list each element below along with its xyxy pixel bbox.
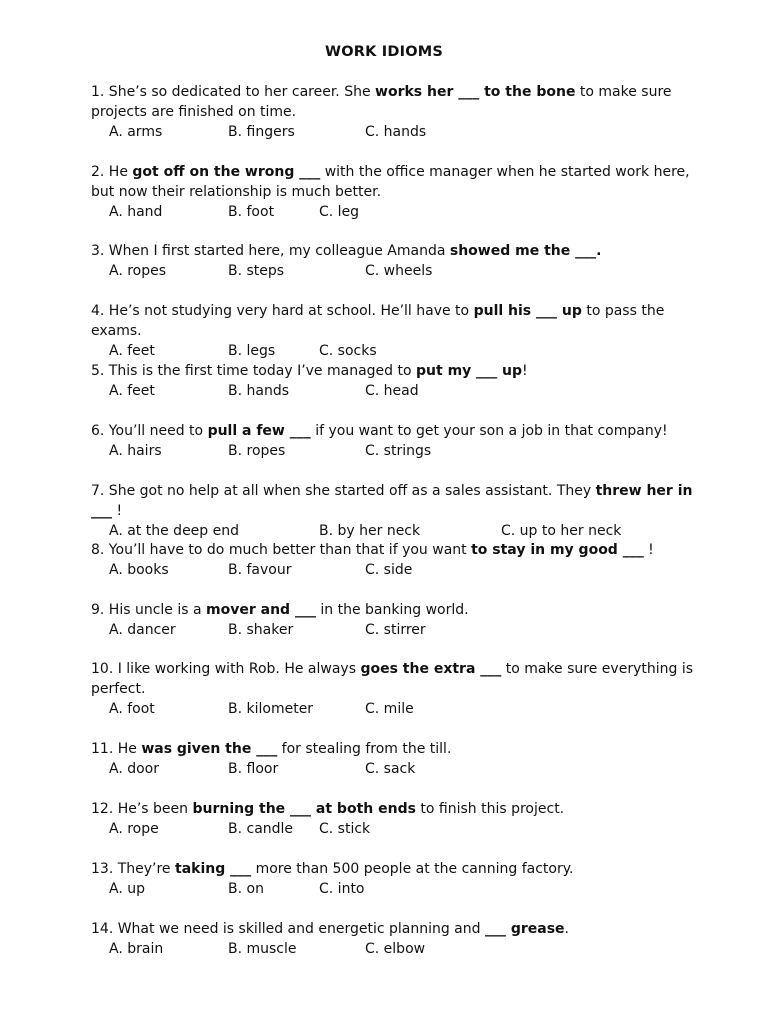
question-4 [91, 301, 703, 361]
answer-options [91, 879, 703, 899]
answer-option-b: B. shaker [228, 622, 294, 638]
answer-option-a: A. foot [109, 701, 155, 717]
question-8 [91, 540, 703, 580]
answer-option-b: B. floor [228, 761, 279, 777]
answer-options [91, 759, 703, 779]
idiom-text: mover and ___ [206, 602, 316, 618]
answer-option-a: A. rope [109, 821, 159, 837]
answer-option-b: B. by her neck [319, 523, 421, 539]
question-text [91, 301, 703, 341]
idiom-text: showed me the ___. [449, 243, 602, 259]
idiom-text: taking ___ [175, 861, 252, 877]
question-text-part: ! [522, 363, 528, 379]
answer-option-b: B. favour [228, 562, 292, 578]
question-text-part: 14. What we need is skilled and energetic planning and [91, 921, 485, 937]
question-text-part: 5. This is the first time today I’ve managed to [91, 363, 417, 379]
question-text [91, 859, 703, 879]
answer-option-b: B. kilometer [228, 701, 314, 717]
idiom-text: was given the ___ [141, 741, 278, 757]
question-7 [91, 481, 703, 541]
idiom-text: got off on the wrong ___ [132, 164, 321, 180]
idiom-text: pull his ___ up [473, 303, 582, 319]
question-text [91, 82, 703, 122]
answer-option-b: B. legs [228, 343, 276, 359]
answer-option-b: B. fingers [228, 124, 295, 140]
answer-option-b: B. ropes [228, 443, 286, 459]
question-text [91, 241, 703, 261]
idiom-text: burning the ___ at both ends [192, 801, 416, 817]
answer-option-c: C. mile [365, 701, 414, 717]
answer-option-c: C. hands [365, 124, 427, 140]
answer-option-a: A. hairs [109, 443, 162, 459]
answer-options [91, 261, 703, 281]
answer-option-a: A. feet [109, 383, 155, 399]
question-13 [91, 859, 703, 899]
question-text-part: ! [112, 503, 123, 519]
answer-options [91, 560, 703, 580]
question-text [91, 361, 703, 381]
question-text-part: 2. He [91, 164, 133, 180]
answer-option-c: C. leg [319, 204, 360, 220]
question-9 [91, 600, 703, 640]
question-text-part: 12. He’s been [91, 801, 193, 817]
idiom-text: to stay in my good ___ [471, 542, 644, 558]
answer-option-c: C. sack [365, 761, 416, 777]
question-6 [91, 421, 703, 461]
question-text [91, 162, 703, 202]
question-text-part: 11. He [91, 741, 142, 757]
question-1 [91, 82, 703, 142]
answer-option-a: A. books [109, 562, 169, 578]
answer-option-a: A. ropes [109, 263, 167, 279]
question-text [91, 600, 703, 620]
question-12 [91, 799, 703, 839]
question-text-part: ! [643, 542, 654, 558]
question-text-part: more than 500 people at the canning factory. [251, 861, 574, 877]
idiom-text: threw her in ___ [91, 483, 693, 519]
answer-option-b: B. muscle [228, 941, 297, 957]
answer-options [91, 819, 703, 839]
question-text-part: with the office manager when he started work here, but now their relationship is much better. [91, 164, 690, 200]
answer-option-a: A. feet [109, 343, 155, 359]
question-text-part: to make sure projects are finished on time. [91, 84, 672, 120]
answer-option-a: A. hand [109, 204, 163, 220]
question-text-part: 10. I like working with Rob. He always [91, 661, 361, 677]
question-text [91, 659, 703, 699]
question-2 [91, 162, 703, 222]
question-10 [91, 659, 703, 719]
question-11 [91, 739, 703, 779]
question-text-part: in the banking world. [315, 602, 469, 618]
idiom-text: pull a few ___ [207, 423, 311, 439]
answer-option-b: B. candle [228, 821, 294, 837]
page-title: WORK IDIOMS [325, 44, 443, 60]
idiom-text: goes the extra ___ [360, 661, 502, 677]
answer-option-a: A. door [109, 761, 160, 777]
answer-options [91, 381, 703, 401]
answer-option-c: C. side [365, 562, 413, 578]
question-14 [91, 919, 703, 959]
answer-option-a: A. brain [109, 941, 164, 957]
answer-option-b: B. on [228, 881, 264, 897]
idiom-text: put my ___ up [416, 363, 523, 379]
question-text-part: 7. She got no help at all when she started off as a sales assistant. They [91, 483, 596, 499]
question-text [91, 919, 703, 939]
question-5 [91, 361, 703, 401]
answer-option-b: B. hands [228, 383, 290, 399]
answer-option-c: C. head [365, 383, 419, 399]
answer-option-b: B. foot [228, 204, 275, 220]
question-text [91, 540, 703, 560]
answer-option-c: C. socks [319, 343, 377, 359]
answer-option-c: C. stirrer [365, 622, 426, 638]
question-text-part: for stealing from the till. [277, 741, 452, 757]
answer-options [91, 202, 703, 222]
answer-option-a: A. arms [109, 124, 163, 140]
question-text-part: to pass the exams. [91, 303, 665, 339]
question-text-part: . [564, 921, 569, 937]
question-text-part: 1. She’s so dedicated to her career. She [91, 84, 376, 100]
idiom-text: ___ grease [484, 921, 565, 937]
answer-options [91, 341, 703, 361]
question-text-part: 4. He’s not studying very hard at school. He’ll have to [91, 303, 474, 319]
answer-options [91, 939, 703, 959]
answer-option-c: C. up to her neck [501, 523, 622, 539]
question-text-part: to finish this project. [415, 801, 565, 817]
idiom-text: works her ___ to the bone [375, 84, 576, 100]
answer-option-a: A. at the deep end [109, 523, 239, 539]
question-text [91, 481, 703, 521]
answer-option-a: A. dancer [109, 622, 176, 638]
answer-option-a: A. up [109, 881, 145, 897]
answer-option-c: C. elbow [365, 941, 426, 957]
answer-options [91, 441, 703, 461]
answer-options [91, 521, 703, 541]
answer-option-c: C. stick [319, 821, 371, 837]
question-text-part: 8. You’ll have to do much better than that if you want [91, 542, 472, 558]
question-text [91, 421, 703, 441]
question-text-part: 9. His uncle is a [91, 602, 207, 618]
question-3 [91, 241, 703, 281]
question-text [91, 799, 703, 819]
answer-option-c: C. into [319, 881, 365, 897]
question-text-part: 6. You’ll need to [91, 423, 208, 439]
answer-option-c: C. strings [365, 443, 432, 459]
question-text-part: if you want to get your son a job in that company! [310, 423, 668, 439]
answer-options [91, 620, 703, 640]
answer-option-c: C. wheels [365, 263, 433, 279]
question-text-part: 13. They’re [91, 861, 175, 877]
question-text-part: 3. When I first started here, my colleague Amanda [91, 243, 450, 259]
answer-options [91, 122, 703, 142]
answer-option-b: B. steps [228, 263, 285, 279]
question-text-part: to make sure everything is perfect. [91, 661, 694, 697]
answer-options [91, 699, 703, 719]
question-text [91, 739, 703, 759]
